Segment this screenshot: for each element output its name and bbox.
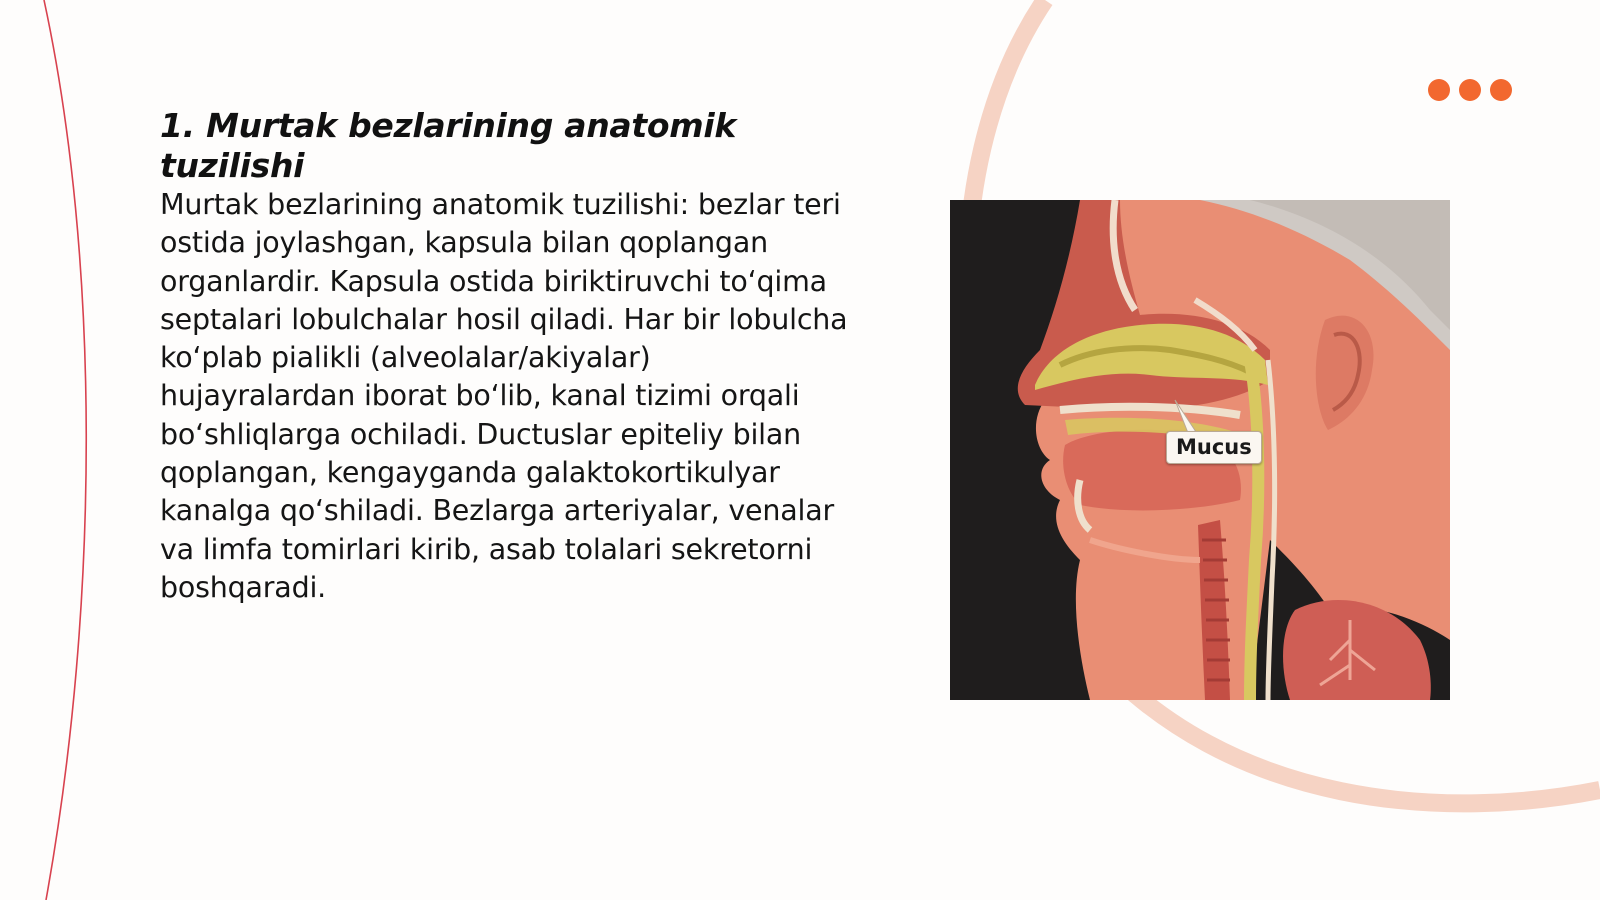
pharynx-lining [1250, 360, 1258, 700]
more-dots-icon [1428, 79, 1512, 101]
slide-title: 1. Murtak bezlarining anatomik tuzilishi [160, 106, 736, 185]
dot [1459, 79, 1481, 101]
dot [1490, 79, 1512, 101]
mucus-label: Mucus [1166, 431, 1262, 464]
left-accent-curve [44, 0, 86, 900]
dot [1428, 79, 1450, 101]
slide-body-text: Murtak bezlarining anatomik tuzilishi: bezlar teri ostida joylashgan, kapsula bilan qoplangan organlardir. Kapsula ostida biriktiruvchi to‘qima septalari lobulchalar hosil qiladi. Har bir lobulcha ko‘plab pialikli (alveolalar/akiyalar) hujayralardan iborat bo‘lib, kanal tizimi orqali bo‘shliqlarga ochiladi. Ductuslar epiteliy bilan qoplangan, kengayganda galaktokortikulyar kanalga qo‘shiladi. Bezlarga arteriyalar, venalar va limfa tomirlari kirib, asab tolalari sekretorni boshqaradi. [160, 188, 848, 604]
